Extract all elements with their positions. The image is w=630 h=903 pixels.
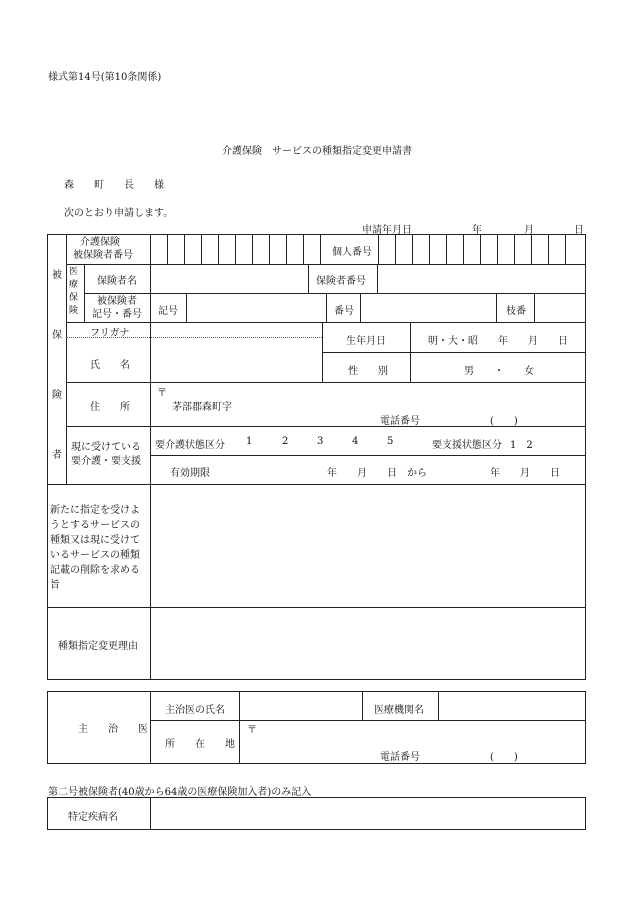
personal-number-label: 個人番号	[332, 247, 372, 258]
disease-section	[47, 797, 586, 830]
birthdate-value: 明・大・昭 年 月 日	[428, 336, 568, 347]
number-label: 番号	[334, 306, 354, 317]
birthdate-label: 生年月日	[346, 336, 386, 347]
doctor-phone-label: 電話番号	[380, 752, 420, 763]
service-change-label-3: 種類又は現に受けて	[50, 535, 140, 546]
phone-label: 電話番号	[380, 416, 420, 427]
form-number: 様式第14号(第10条関係)	[48, 72, 162, 83]
medical-side-2: 療	[69, 280, 79, 290]
care-label-1: 現に受けている	[71, 442, 141, 453]
insured-number-label-2: 被保険者番号	[73, 250, 133, 261]
care-level-3: 3	[317, 436, 324, 447]
furigana-label: フリガナ	[90, 328, 130, 339]
insurer-number-label: 保険者番号	[316, 276, 366, 287]
insured-symbol-label-1: 被保険者	[97, 296, 137, 307]
application-date-month: 月	[524, 225, 534, 236]
doctor-name-label: 主治医の氏名	[165, 705, 225, 716]
care-label-2: 要介護・要支援	[71, 456, 141, 467]
medical-side-1: 医	[69, 267, 79, 277]
valid-to: 年 月 日	[490, 468, 560, 479]
care-level-5: 5	[387, 436, 394, 447]
care-level-1: 1	[246, 436, 253, 447]
institution-label: 医療機関名	[374, 705, 424, 716]
insured-side-4: 者	[52, 450, 62, 461]
doctor-address-label: 所 在 地	[165, 739, 235, 750]
sex-label: 性 別	[348, 366, 388, 377]
medical-side-4: 険	[69, 306, 79, 316]
doctor-phone-paren: ( )	[490, 752, 518, 763]
insured-side-1: 被	[52, 270, 62, 281]
doctor-label: 主 治 医	[78, 724, 148, 735]
service-change-label-4: いるサービスの種類	[50, 550, 140, 561]
application-date-year: 年	[472, 225, 482, 236]
support-level-label: 要支援状態区分	[432, 440, 502, 451]
support-levels: 1 2	[510, 440, 533, 451]
application-date-label: 申請年月日	[362, 225, 412, 236]
doctor-postal-mark: 〒	[247, 725, 257, 736]
service-change-label-1: 新たに指定を受けよ	[50, 505, 140, 516]
address-value: 茅部郡森町字	[172, 402, 232, 413]
service-change-label-2: うとするサービスの	[50, 520, 140, 531]
second-insured-note: 第二号被保険者(40歳から64歳の医療保険加入者)のみ記入	[48, 787, 312, 798]
postal-mark: 〒	[157, 388, 167, 399]
service-change-label-5: 記載の削除を求める	[50, 565, 140, 576]
application-date-day: 日	[574, 225, 584, 236]
valid-from: 年 月 日 から	[327, 468, 427, 479]
medical-side-3: 保	[69, 293, 79, 303]
name-label: 氏 名	[90, 360, 130, 371]
valid-period-label: 有効期限	[170, 468, 210, 479]
form-title: 介護保険 サービスの種類指定変更申請書	[222, 146, 412, 157]
care-level-label: 要介護状態区分	[155, 440, 225, 451]
care-level-4: 4	[352, 436, 359, 447]
insured-number-label-1: 介護保険	[80, 237, 120, 248]
insurer-name-label: 保険者名	[97, 276, 137, 287]
phone-paren: ( )	[490, 416, 518, 427]
symbol-label: 記号	[158, 306, 178, 317]
branch-label: 枝番	[506, 306, 526, 317]
care-level-2: 2	[282, 436, 289, 447]
sex-value: 男 ・ 女	[464, 366, 534, 377]
insured-side-2: 保	[52, 330, 62, 341]
intro-text: 次のとおり申請します。	[64, 208, 174, 219]
disease-label: 特定疾病名	[68, 812, 118, 823]
reason-label: 種類指定変更理由	[58, 641, 138, 652]
addressee: 森 町 長 様	[64, 180, 164, 191]
address-label: 住 所	[90, 402, 130, 413]
insured-symbol-label-2: 記号・番号	[92, 309, 142, 320]
insured-side-3: 険	[52, 390, 62, 401]
service-change-label-6: 旨	[50, 580, 60, 591]
